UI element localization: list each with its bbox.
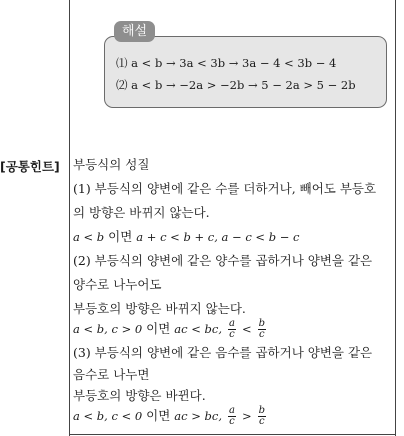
p2-fraction-a-over-c: $\frac{a}{c}$ bbox=[228, 318, 235, 340]
p3-condition: a < b, c < 0 bbox=[73, 409, 143, 423]
hint-p2-line1: (2) 부등식의 양변에 같은 양수를 곱하거나 양변을 같은 bbox=[73, 253, 373, 268]
p2-result: ac < bc, bbox=[174, 322, 222, 336]
p1-connector: 이면 bbox=[104, 229, 137, 244]
p3-relation: > bbox=[241, 409, 252, 423]
hint-p3-formula bbox=[73, 406, 268, 427]
hint-p1-formula bbox=[73, 229, 299, 245]
hint-p3-line1: (3) 부등식의 양변에 같은 음수를 곱하거나 양변을 같은 bbox=[73, 345, 373, 360]
hint-p3-line2: 음수로 나누면 bbox=[73, 367, 150, 382]
hint-p1-line1: (1) 부등식의 양변에 같은 수를 더하거나, 빼어도 부등호 bbox=[73, 181, 377, 196]
bottom-border bbox=[69, 434, 396, 435]
left-border bbox=[69, 0, 70, 436]
p2-connector: 이면 bbox=[142, 321, 175, 336]
hint-p2-line3: 부등호의 방향은 바뀌지 않는다. bbox=[73, 301, 246, 316]
solution-line-2: ⑵ a < b → −2a > −2b → 5 − 2a > 5 − 2b bbox=[116, 78, 356, 92]
right-border bbox=[395, 0, 396, 436]
hint-p2-formula bbox=[73, 319, 268, 340]
hint-p1-line2: 의 방향은 바뀌지 않는다. bbox=[73, 205, 210, 220]
p2-relation: < bbox=[241, 322, 252, 336]
hint-p2-line2: 양수로 나누어도 bbox=[73, 277, 162, 292]
solution-line-1: ⑴ a < b → 3a < 3b → 3a − 4 < 3b − 4 bbox=[116, 56, 337, 70]
hint-p3-line3: 부등호의 방향은 바뀐다. bbox=[73, 388, 206, 403]
solution-tag: 해설 bbox=[114, 21, 155, 42]
p3-fraction-b-over-c: $\frac{b}{c}$ bbox=[258, 405, 265, 427]
common-hint-label: [공통힌트] bbox=[0, 159, 60, 174]
p1-condition: a < b bbox=[73, 230, 105, 244]
hint-title: 부등식의 성질 bbox=[73, 157, 150, 172]
p2-fraction-b-over-c: $\frac{b}{c}$ bbox=[258, 318, 265, 340]
p3-fraction-a-over-c: $\frac{a}{c}$ bbox=[228, 405, 235, 427]
p2-condition: a < b, c > 0 bbox=[73, 322, 143, 336]
solution-box bbox=[104, 36, 387, 108]
p3-result: ac > bc, bbox=[174, 409, 222, 423]
p1-result: a + c < b + c, a − c < b − c bbox=[136, 230, 300, 244]
p3-connector: 이면 bbox=[142, 408, 175, 423]
